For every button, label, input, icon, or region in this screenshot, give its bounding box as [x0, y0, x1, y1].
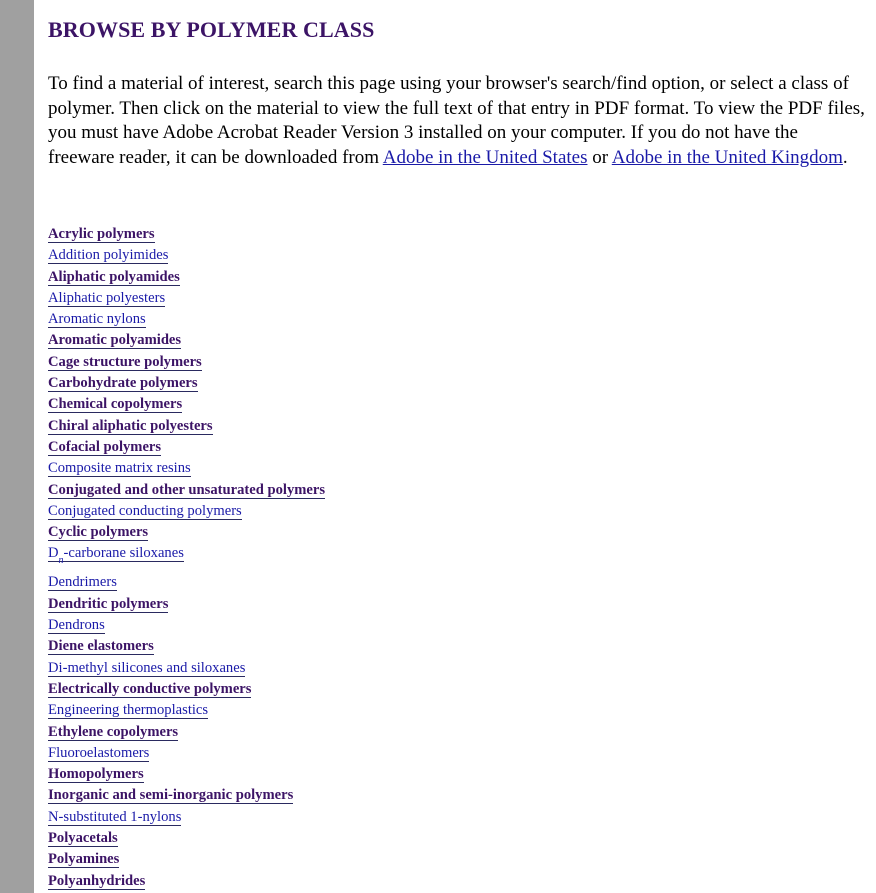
list-item	[48, 457, 325, 478]
polymer-class-link[interactable]: Composite matrix resins	[48, 460, 191, 477]
polymer-class-link[interactable]: Cofacial polymers	[48, 438, 162, 455]
polymer-class-link[interactable]: Aromatic polyamides	[48, 332, 182, 349]
list-item	[48, 521, 325, 542]
polymer-class-link[interactable]: Aliphatic polyesters	[48, 289, 166, 306]
polymer-class-link[interactable]: Diene elastomers	[48, 638, 154, 655]
list-item	[48, 223, 325, 244]
polymer-class-link[interactable]: Acrylic polymers	[48, 226, 155, 242]
polymer-class-link[interactable]: Conjugated and other unsaturated polymers	[48, 481, 326, 498]
intro-end-punct: .	[842, 146, 848, 168]
intro-paragraph	[48, 72, 868, 170]
list-item	[48, 393, 325, 414]
list-item	[48, 436, 325, 457]
polymer-class-link[interactable]: Inorganic and semi-inorganic polymers	[48, 787, 294, 804]
polymer-class-link[interactable]: Engineering thermoplastics	[48, 702, 209, 719]
list-item	[48, 806, 325, 827]
list-item	[48, 415, 325, 436]
list-item	[48, 287, 325, 308]
list-item	[48, 635, 325, 656]
list-item	[48, 372, 325, 393]
list-item	[48, 870, 325, 891]
list-item	[48, 308, 325, 329]
list-item	[48, 571, 325, 592]
list-item	[48, 244, 325, 265]
adobe-us-link[interactable]: Adobe in the United States	[382, 146, 588, 168]
list-item	[48, 542, 325, 571]
list-item	[48, 721, 325, 742]
list-item	[48, 848, 325, 869]
polymer-class-link[interactable]: Carbohydrate polymers	[48, 375, 198, 392]
polymer-class-link[interactable]	[48, 545, 184, 567]
polymer-class-link[interactable]: Chemical copolymers	[48, 396, 183, 413]
list-item	[48, 827, 325, 848]
list-item	[48, 784, 325, 805]
polymer-class-link[interactable]: Dendrons	[48, 617, 105, 634]
polymer-class-link[interactable]: Dendritic polymers	[48, 595, 169, 612]
polymer-class-link[interactable]: Ethylene copolymers	[48, 723, 179, 740]
polymer-class-link[interactable]: Electrically conductive polymers	[48, 680, 252, 697]
main-content	[48, 0, 868, 889]
list-item	[48, 593, 325, 614]
left-gutter-bar	[0, 0, 34, 893]
list-item	[48, 763, 325, 784]
polymer-class-link[interactable]: Chiral aliphatic polyesters	[48, 417, 213, 434]
polymer-class-link[interactable]: Aliphatic polyamides	[48, 268, 180, 285]
polymer-class-list	[48, 223, 325, 891]
polymer-class-link[interactable]: Cyclic polymers	[48, 524, 149, 541]
list-item	[48, 699, 325, 720]
intro-text: To find a material of interest, search this page using your browser's search/find option, or select a class of polymer. Then click on the material to view the full text of that entry in PDF format. To view the PDF files, you must have Adobe Acrobat Reader Version 3 installed on your computer. If you do not have the freeware reader, it can be downloaded from	[48, 73, 865, 168]
polymer-class-link[interactable]: Polyamines	[48, 851, 120, 868]
page-title: BROWSE BY POLYMER CLASS	[48, 17, 375, 42]
polymer-class-link[interactable]: Addition polyimides	[48, 247, 169, 264]
polymer-class-link[interactable]: Polyanhydrides	[48, 872, 146, 889]
list-item	[48, 329, 325, 350]
list-item	[48, 351, 325, 372]
list-item	[48, 657, 325, 678]
link-text-main: D	[48, 545, 59, 562]
polymer-class-link[interactable]: Polyacetals	[48, 830, 118, 847]
list-item	[48, 614, 325, 635]
polymer-class-link[interactable]: Dendrimers	[48, 574, 117, 591]
link-text-rest: -carborane siloxanes	[63, 545, 184, 562]
list-item	[48, 678, 325, 699]
polymer-class-link[interactable]: Aromatic nylons	[48, 311, 146, 328]
adobe-uk-link[interactable]: Adobe in the United Kingdom	[611, 146, 843, 168]
polymer-class-link[interactable]: Di-methyl silicones and siloxanes	[48, 659, 246, 676]
list-item	[48, 266, 325, 287]
polymer-class-link[interactable]: Fluoroelastomers	[48, 744, 150, 761]
polymer-class-link[interactable]: Conjugated conducting polymers	[48, 502, 242, 519]
polymer-class-link[interactable]: Homopolymers	[48, 766, 144, 783]
polymer-class-link[interactable]: Cage structure polymers	[48, 353, 202, 370]
list-item	[48, 500, 325, 521]
polymer-class-link[interactable]: N-substituted 1-nylons	[48, 808, 182, 825]
list-item	[48, 742, 325, 763]
link-text-subscript: n	[58, 555, 64, 567]
intro-or-text: or	[587, 146, 612, 168]
list-item	[48, 479, 325, 500]
